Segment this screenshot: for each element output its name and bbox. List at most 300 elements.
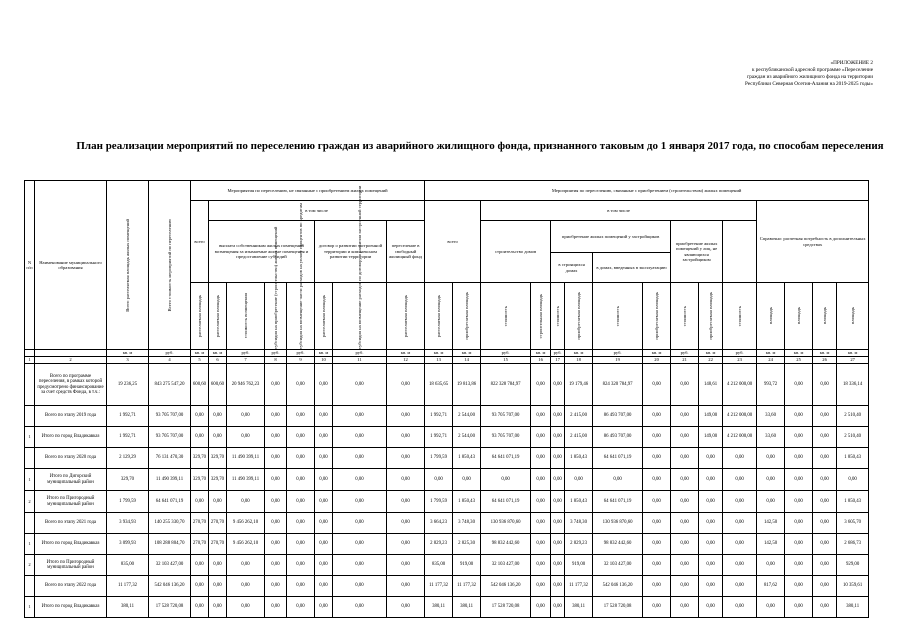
unit-cell: руб. — [481, 350, 531, 357]
unit-cell — [25, 350, 35, 357]
value-cell: 380,11 — [107, 597, 149, 618]
value-cell: 3 605,70 — [837, 513, 869, 534]
value-cell: 33,60 — [757, 406, 785, 427]
col27-header: площадь — [849, 307, 855, 325]
value-cell: 0,00 — [265, 448, 287, 469]
value-cell: 93 705 707,00 — [149, 427, 191, 448]
value-cell: 2 825,30 — [453, 534, 481, 555]
unit-cell: кв. м — [699, 350, 723, 357]
municipality-cell: Всего по программе переселения, в рамках которой предусмотрено финансирование за счет средств Фонда, в т.ч.: — [35, 364, 107, 406]
row-number-cell — [25, 576, 35, 597]
value-cell: 0,00 — [227, 576, 265, 597]
value-cell: 11 177,32 — [453, 576, 481, 597]
column-number-cell: 7 — [227, 357, 265, 364]
value-cell: 0,00 — [813, 469, 837, 491]
unit-cell: кв. м — [643, 350, 671, 357]
unit-cell: кв. м — [191, 350, 209, 357]
value-cell: 0,00 — [333, 427, 387, 448]
column-number-cell: 2 — [35, 357, 107, 364]
value-cell: 0,00 — [643, 469, 671, 491]
value-cell: 0,00 — [333, 534, 387, 555]
value-cell: 919,00 — [565, 555, 593, 576]
value-cell: 2 415,00 — [565, 427, 593, 448]
value-cell: 0,00 — [287, 513, 315, 534]
value-cell: 0,00 — [227, 597, 265, 618]
column-number-cell: 4 — [149, 357, 191, 364]
value-cell: 0,00 — [785, 491, 813, 513]
value-cell: 0,00 — [531, 491, 551, 513]
col15-header: стоимость — [502, 305, 508, 327]
value-cell: 270,70 — [209, 513, 227, 534]
col24-header: площадь — [767, 307, 773, 325]
column-number-row — [25, 357, 869, 364]
value-cell: 0,00 — [785, 513, 813, 534]
value-cell: 0,00 — [387, 491, 425, 513]
value-cell: 142,50 — [757, 534, 785, 555]
unit-cell: кв. м — [757, 350, 785, 357]
value-cell: 0,00 — [265, 406, 287, 427]
value-cell: 919,00 — [453, 555, 481, 576]
value-cell: 93 705 707,00 — [481, 427, 531, 448]
value-cell: 0,00 — [551, 576, 565, 597]
value-cell: 0,00 — [387, 555, 425, 576]
value-cell: 1 799,59 — [425, 491, 453, 513]
value-cell: 32 103 427,00 — [593, 555, 643, 576]
value-cell: 0,00 — [723, 534, 757, 555]
value-cell: 1 992,71 — [425, 427, 453, 448]
value-cell: 4 212 000,00 — [723, 406, 757, 427]
value-cell: 0,00 — [265, 364, 287, 406]
value-cell: 0,00 — [551, 513, 565, 534]
row-number-cell: 1 — [25, 469, 35, 491]
value-cell: 11 490 399,11 — [227, 469, 265, 491]
municipality-cell: Всего по этапу 2021 года — [35, 513, 107, 534]
value-cell: 0,00 — [315, 469, 333, 491]
value-cell: 149,00 — [699, 427, 723, 448]
unit-cell: кв. м — [785, 350, 813, 357]
value-cell: 93 705 707,00 — [481, 406, 531, 427]
value-cell: 2 510,40 — [837, 427, 869, 448]
municipality-cell: Итого по город Владикавказ — [35, 597, 107, 618]
value-cell: 0,00 — [209, 406, 227, 427]
value-cell: 270,70 — [209, 534, 227, 555]
column-number-cell: 8 — [265, 357, 287, 364]
column-number-cell: 6 — [209, 357, 227, 364]
value-cell: 835,00 — [107, 555, 149, 576]
value-cell: 0,00 — [551, 448, 565, 469]
value-cell: 64 641 071,19 — [481, 491, 531, 513]
unit-cell: кв. м — [209, 350, 227, 357]
appendix-line: Республики Северная Осетия-Алания на 2019-2025 годы» — [745, 81, 873, 87]
value-cell: 11 490 399,11 — [227, 448, 265, 469]
value-cell: 0,00 — [265, 491, 287, 513]
value-cell: 1 992,71 — [425, 406, 453, 427]
unit-cell: руб. — [723, 350, 757, 357]
value-cell: 0,00 — [315, 534, 333, 555]
value-cell: 0,00 — [287, 597, 315, 618]
row-number-cell: 2 — [25, 491, 35, 513]
value-cell: 0,00 — [265, 427, 287, 448]
value-cell: 18 336,14 — [837, 364, 869, 406]
value-cell: 0,00 — [671, 364, 699, 406]
value-cell: 0,00 — [333, 576, 387, 597]
value-cell: 0,00 — [531, 597, 551, 618]
value-cell: 0,00 — [387, 597, 425, 618]
value-cell: 0,00 — [227, 555, 265, 576]
value-cell: 11 177,32 — [107, 576, 149, 597]
value-cell: 0,00 — [813, 491, 837, 513]
col23-header: стоимость — [736, 305, 742, 327]
column-number-cell: 14 — [453, 357, 481, 364]
table-row — [25, 513, 869, 534]
value-cell: 1 799,59 — [425, 448, 453, 469]
value-cell: 19 236,25 — [107, 364, 149, 406]
value-cell: 0,00 — [699, 597, 723, 618]
value-cell: 0,00 — [785, 364, 813, 406]
col20-header: приобретаемая площадь — [653, 292, 659, 340]
appendix-line: граждан из аварийного жилищного фонда на территории — [747, 74, 873, 80]
value-cell: 0,00 — [699, 576, 723, 597]
value-cell: 76 131 470,30 — [149, 448, 191, 469]
value-cell: 329,70 — [209, 448, 227, 469]
value-cell: 0,00 — [531, 364, 551, 406]
value-cell: 0,00 — [265, 597, 287, 618]
value-cell: 0,00 — [387, 513, 425, 534]
value-cell: 0,00 — [723, 597, 757, 618]
column-number-cell: 16 — [531, 357, 551, 364]
value-cell: 0,00 — [643, 364, 671, 406]
value-cell: 0,00 — [333, 597, 387, 618]
table-row — [25, 427, 869, 448]
acquired-others-header: приобретение жилых помещений у лиц, не являющихся застройщиком — [671, 221, 723, 283]
value-cell: 0,00 — [265, 534, 287, 555]
col18-header: приобретаемая площадь — [575, 292, 581, 340]
value-cell: 0,00 — [551, 534, 565, 555]
value-cell: 0,00 — [643, 534, 671, 555]
table-row — [25, 534, 869, 555]
value-cell: 0,00 — [333, 555, 387, 576]
value-cell: 0,00 — [699, 448, 723, 469]
municipality-cell: Всего по этапу 2019 года — [35, 406, 107, 427]
value-cell: 0,00 — [593, 469, 643, 491]
value-cell: 0,00 — [551, 427, 565, 448]
col11-header: субсидия на возмещение расходов по договору о развитии застроенной территории — [356, 185, 362, 349]
value-cell: 2 544,00 — [453, 427, 481, 448]
value-cell: 0,00 — [671, 597, 699, 618]
unit-cell: руб. — [227, 350, 265, 357]
value-cell: 0,00 — [757, 491, 785, 513]
table-row — [25, 406, 869, 427]
value-cell: 0,00 — [315, 513, 333, 534]
table-row — [25, 469, 869, 491]
value-cell: 0,00 — [723, 448, 757, 469]
acquired-developers-header: приобретение жилых помещений у застройщиков — [551, 221, 671, 253]
value-cell: 0,00 — [785, 555, 813, 576]
incl-b-header: в том числе — [481, 201, 757, 221]
resettlement-plan-table — [24, 180, 869, 618]
value-cell: 0,00 — [643, 555, 671, 576]
value-cell: 3 664,23 — [425, 513, 453, 534]
value-cell: 0,00 — [315, 364, 333, 406]
value-cell: 0,00 — [785, 427, 813, 448]
unit-cell: руб. — [593, 350, 643, 357]
value-cell: 1 799,59 — [107, 491, 149, 513]
value-cell: 0,00 — [671, 491, 699, 513]
unit-cell: руб. — [671, 350, 699, 357]
value-cell: 329,70 — [191, 469, 209, 491]
table-row — [25, 555, 869, 576]
col12-header: расселяемая площадь — [402, 294, 408, 338]
col22-header: приобретаемая площадь — [707, 292, 713, 340]
value-cell: 1 850,43 — [453, 491, 481, 513]
value-cell: 0,00 — [333, 364, 387, 406]
value-cell: 142,50 — [757, 513, 785, 534]
unit-cell: кв. м — [315, 350, 333, 357]
value-cell: 4 212 000,00 — [723, 364, 757, 406]
value-cell: 0,00 — [531, 555, 551, 576]
row-number-cell: 1 — [25, 534, 35, 555]
value-cell: 0,00 — [723, 513, 757, 534]
value-cell: 329,70 — [209, 469, 227, 491]
value-cell: 0,00 — [531, 448, 551, 469]
col-municipality-header: Наименование муниципального образования — [35, 181, 107, 350]
value-cell: 1 850,43 — [565, 448, 593, 469]
value-cell: 19 179,46 — [565, 364, 593, 406]
value-cell: 0,00 — [333, 406, 387, 427]
value-cell: 64 641 071,19 — [481, 448, 531, 469]
value-cell: 0,00 — [333, 469, 387, 491]
payout-header: выплата собственникам жилых помещений возмещения за изымаемые жилые помещения и предоставление субсидий — [209, 221, 315, 283]
table-row — [25, 448, 869, 469]
value-cell: 0,00 — [287, 364, 315, 406]
value-cell: 2 686,73 — [837, 534, 869, 555]
value-cell: 0,00 — [643, 513, 671, 534]
value-cell: 0,00 — [699, 513, 723, 534]
value-cell: 0,00 — [671, 448, 699, 469]
value-cell: 380,11 — [837, 597, 869, 618]
value-cell: 0,00 — [315, 491, 333, 513]
value-cell: 0,00 — [813, 513, 837, 534]
value-cell: 9 456 262,10 — [227, 534, 265, 555]
value-cell: 0,00 — [387, 576, 425, 597]
value-cell: 0,00 — [209, 427, 227, 448]
document-title: План реализации мероприятий по переселению граждан из аварийного жилищного фонда, признанного таковым до 1 января 2017 года, по способам переселения — [76, 140, 884, 152]
value-cell: 0,00 — [315, 406, 333, 427]
table-body — [25, 364, 869, 618]
value-cell: 0,00 — [757, 555, 785, 576]
unit-cell: руб. — [265, 350, 287, 357]
construction-header: строительство домов — [481, 221, 551, 283]
appendix-note — [643, 60, 873, 88]
column-number-cell: 24 — [757, 357, 785, 364]
column-number-cell: 15 — [481, 357, 531, 364]
column-number-cell: 11 — [333, 357, 387, 364]
unit-cell: руб. — [149, 350, 191, 357]
value-cell: 0,00 — [387, 448, 425, 469]
all-a-header: всего — [191, 201, 209, 283]
value-cell: 0,00 — [227, 427, 265, 448]
value-cell: 149,00 — [699, 406, 723, 427]
value-cell: 0,00 — [643, 576, 671, 597]
column-number-cell: 5 — [191, 357, 209, 364]
value-cell: 1 992,71 — [107, 427, 149, 448]
table-row — [25, 576, 869, 597]
value-cell: 0,00 — [671, 534, 699, 555]
column-number-cell: 3 — [107, 357, 149, 364]
value-cell: 3 748,30 — [565, 513, 593, 534]
value-cell: 0,00 — [565, 469, 593, 491]
value-cell: 0,00 — [785, 448, 813, 469]
in-built-houses-header: в строящихся домах — [551, 253, 593, 283]
value-cell: 108 288 804,70 — [149, 534, 191, 555]
appendix-line: к республиканской адресной программе «Переселение — [751, 67, 873, 73]
value-cell: 1 850,43 — [565, 491, 593, 513]
row-number-cell: 1 — [25, 597, 35, 618]
value-cell: 64 641 071,19 — [149, 491, 191, 513]
value-cell: 0,00 — [227, 491, 265, 513]
value-cell: 0,00 — [813, 448, 837, 469]
value-cell: 4 212 000,00 — [723, 427, 757, 448]
value-cell: 0,00 — [551, 364, 565, 406]
value-cell: 380,11 — [453, 597, 481, 618]
unit-cell: кв. м — [425, 350, 453, 357]
value-cell: 0,00 — [813, 597, 837, 618]
value-cell: 0,00 — [387, 469, 425, 491]
value-cell: 0,00 — [453, 469, 481, 491]
value-cell: 0,00 — [531, 513, 551, 534]
value-cell: 0,00 — [287, 469, 315, 491]
value-cell: 0,00 — [699, 534, 723, 555]
col25-header: площадь — [795, 307, 801, 325]
value-cell: 0,00 — [387, 406, 425, 427]
value-cell: 329,70 — [107, 469, 149, 491]
row-number-cell — [25, 448, 35, 469]
unit-cell: кв. м — [813, 350, 837, 357]
value-cell: 0,00 — [287, 534, 315, 555]
value-cell: 0,00 — [699, 491, 723, 513]
in-completed-houses-header: в домах, введенных в эксплуатацию — [593, 253, 671, 283]
col7-header: стоимость возмещения — [242, 293, 248, 339]
value-cell: 0,00 — [837, 469, 869, 491]
column-number-cell: 10 — [315, 357, 333, 364]
column-number-cell: 17 — [551, 357, 565, 364]
value-cell: 929,00 — [837, 555, 869, 576]
value-cell: 542 046 136,20 — [481, 576, 531, 597]
col13-header: расселяемая площадь — [435, 294, 441, 338]
municipality-cell: Итого по город Владикавказ — [35, 534, 107, 555]
municipality-cell: Итого по Пригородный муниципальный район — [35, 555, 107, 576]
value-cell: 0,00 — [315, 555, 333, 576]
value-cell: 0,00 — [287, 491, 315, 513]
column-number-cell: 9 — [287, 357, 315, 364]
unit-cell: кв. м — [565, 350, 593, 357]
value-cell: 10 359,61 — [837, 576, 869, 597]
unit-cell: кв. м — [107, 350, 149, 357]
value-cell: 3 934,93 — [107, 513, 149, 534]
value-cell: 0,00 — [227, 406, 265, 427]
municipality-cell: Всего по этапу 2022 года — [35, 576, 107, 597]
value-cell: 380,11 — [565, 597, 593, 618]
value-cell: 822 328 784,97 — [481, 364, 531, 406]
value-cell: 0,00 — [333, 513, 387, 534]
value-cell: 0,00 — [387, 534, 425, 555]
value-cell: 270,70 — [191, 513, 209, 534]
value-cell: 0,00 — [265, 555, 287, 576]
value-cell: 0,00 — [531, 576, 551, 597]
free-fund-header: переселение в свободный жилищный фонд — [387, 221, 425, 283]
value-cell: 17 528 720,08 — [149, 597, 191, 618]
contract-header: договор о развитии застроенной территории и комплексном развитии территории — [315, 221, 387, 283]
group-b-header: Мероприятия по переселению, связанные с приобретением (строительством) жилых помещений — [425, 181, 869, 201]
units-row — [25, 350, 869, 357]
col21-header: стоимость — [681, 305, 687, 327]
value-cell: 1 850,43 — [837, 448, 869, 469]
value-cell: 0,00 — [671, 406, 699, 427]
table-row — [25, 597, 869, 618]
value-cell: 0,00 — [551, 491, 565, 513]
value-cell: 0,00 — [671, 555, 699, 576]
value-cell: 0,00 — [191, 597, 209, 618]
value-cell: 0,00 — [699, 555, 723, 576]
value-cell: 0,00 — [813, 576, 837, 597]
value-cell: 33,60 — [757, 427, 785, 448]
value-cell: 2 829,23 — [425, 534, 453, 555]
value-cell: 380,11 — [425, 597, 453, 618]
value-cell: 130 936 870,60 — [593, 513, 643, 534]
value-cell: 0,00 — [265, 576, 287, 597]
value-cell: 11 177,32 — [425, 576, 453, 597]
value-cell: 0,00 — [671, 576, 699, 597]
value-cell: 0,00 — [643, 491, 671, 513]
column-number-cell: 21 — [671, 357, 699, 364]
col-cost-total-header: Всего стоимость мероприятий по переселению — [166, 218, 172, 312]
value-cell: 542 046 136,20 — [149, 576, 191, 597]
value-cell: 0,00 — [723, 576, 757, 597]
value-cell: 98 832 442,60 — [481, 534, 531, 555]
value-cell: 0,00 — [287, 576, 315, 597]
value-cell: 140 255 330,70 — [149, 513, 191, 534]
value-cell: 11 490 399,11 — [149, 469, 191, 491]
column-number-cell: 19 — [593, 357, 643, 364]
value-cell: 0,00 — [315, 448, 333, 469]
value-cell: 64 641 071,19 — [593, 491, 643, 513]
value-cell: 0,00 — [723, 469, 757, 491]
municipality-cell: Итого по Пригородный муниципальный район — [35, 491, 107, 513]
value-cell: 835,00 — [425, 555, 453, 576]
value-cell: 2 829,23 — [565, 534, 593, 555]
col9-header: субсидия на возмещение части расходов на уплату процентов по кредитам — [297, 203, 303, 349]
value-cell: 0,00 — [813, 427, 837, 448]
value-cell: 98 832 442,60 — [593, 534, 643, 555]
value-cell: 0,00 — [209, 597, 227, 618]
row-number-cell: 1 — [25, 427, 35, 448]
value-cell: 0,00 — [209, 555, 227, 576]
value-cell: 11 177,32 — [565, 576, 593, 597]
value-cell: 2 544,00 — [453, 406, 481, 427]
value-cell: 0,00 — [551, 555, 565, 576]
column-number-cell: 13 — [425, 357, 453, 364]
column-number-cell: 20 — [643, 357, 671, 364]
value-cell: 0,00 — [425, 469, 453, 491]
row-number-cell — [25, 406, 35, 427]
column-number-cell: 27 — [837, 357, 869, 364]
value-cell: 0,00 — [333, 491, 387, 513]
value-cell: 0,00 — [723, 491, 757, 513]
col14-header: приобретаемая площадь — [463, 292, 469, 340]
value-cell: 20 946 762,23 — [227, 364, 265, 406]
col10-header: расселяемая площадь — [320, 294, 326, 338]
value-cell: 0,00 — [209, 576, 227, 597]
